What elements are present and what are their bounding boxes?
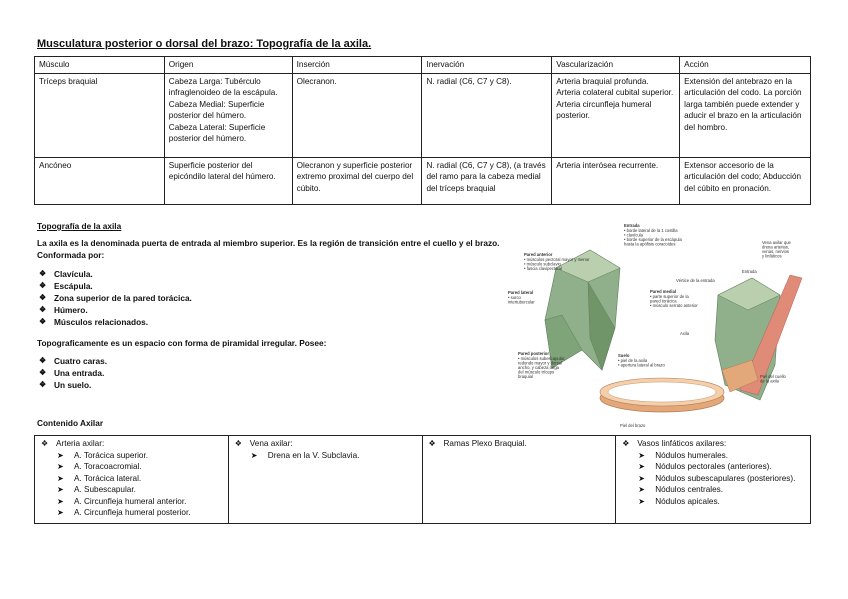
figure-label: braquial	[518, 374, 533, 379]
column-header: Vascularización	[552, 57, 680, 74]
list-item: ➤ Nódulos pectorales (anteriores).	[638, 461, 806, 473]
figure-label: • apertura lateral al brazo	[618, 362, 665, 368]
vasos-list	[620, 450, 806, 508]
list-item: ➤ Nódulos subescapulares (posteriores).	[638, 473, 806, 485]
list-item: ❖ Un suelo.	[37, 379, 502, 391]
figure-label: drena arterias,	[762, 244, 789, 250]
figure-label: hasta la apófisis coracoides	[624, 241, 676, 247]
table-cell: N. radial (C6, C7 y C8).	[422, 73, 552, 157]
list-item: ➤ A. Torácica superior.	[57, 450, 224, 462]
table-cell: Olecranon.	[292, 73, 422, 157]
table-cell: Arteria interósea recurrente.	[552, 157, 680, 204]
figure-label: Pared medial	[650, 289, 677, 294]
ramas-title: ❖ Ramas Plexo Braquial.	[427, 438, 612, 450]
figure-label: Pared posterior	[518, 351, 549, 356]
section-heading: Topografía de la axila	[37, 221, 122, 231]
figure-label: Axila	[680, 331, 690, 336]
table-cell: Arteria braquial profunda. Arteria colateral cubital superior. Arteria circunfleja humeral posterior.	[552, 73, 680, 157]
figure-label: • clavícula	[624, 232, 643, 238]
list-item: ➤ Nódulos apicales.	[638, 496, 806, 508]
figure-label: • músculo serrato anterior	[650, 303, 698, 308]
table-cell: Ancóneo	[35, 157, 165, 204]
page-title: Musculatura posterior o dorsal del brazo: Topografía de la axila.	[37, 38, 372, 50]
figure-label: • borde superior de la escápula	[624, 237, 682, 242]
vasos-title: ❖ Vasos linfáticos axilares:	[620, 438, 806, 450]
table-cell: Tríceps braquial	[35, 73, 165, 157]
figure-label: Entrada	[742, 269, 757, 274]
table-cell: N. radial (C6, C7 y C8), (a través del ramo para la cabeza medial del tríceps braquial	[422, 157, 552, 204]
list-item: ➤ Nódulos humerales.	[638, 450, 806, 462]
arteria-title: ❖ Arteria axilar:	[39, 438, 224, 450]
figure-label: Entrada	[624, 223, 640, 228]
contenido-heading: Contenido Axilar	[37, 418, 104, 428]
list-item: ➤ A. Toracoacromial.	[57, 461, 224, 473]
list-item: ❖ Húmero.	[37, 304, 502, 316]
ramas-cell	[422, 436, 616, 524]
table-row	[35, 157, 811, 204]
list-item: ➤ A. Subescapular.	[57, 484, 224, 496]
table-cell: Olecranon y superficie posterior extremo proximal del cuerpo del cúbito.	[292, 157, 422, 204]
figure-label: • músculo subclavio	[524, 261, 561, 267]
figure-label: • fascia clavipectoral	[524, 266, 563, 271]
figure-label: • músculos pectoral mayor y menor	[524, 257, 590, 262]
column-header: Origen	[164, 57, 292, 74]
table-cell: Extensor accesorio de la articulación del codo; Abducción del cúbito en pronación.	[680, 157, 811, 204]
list-item: ❖ Zona superior de la pared torácica.	[37, 292, 502, 304]
column-header: Inserción	[292, 57, 422, 74]
figure-label: y linfáticos	[762, 253, 782, 259]
vena-list	[233, 450, 418, 462]
shape-paragraph: Topograficamente es un espacio con forma de piramidal irregular. Posee:	[37, 338, 327, 348]
figure-label: intertubercular	[508, 299, 535, 305]
list-item: ❖ Una entrada.	[37, 367, 502, 379]
arteria-cell	[35, 436, 229, 524]
table-header-row	[35, 57, 811, 74]
figure-label: pared torácica	[650, 298, 677, 304]
figure-label: Suelo	[618, 353, 630, 358]
list-item: ❖ Clavícula.	[37, 268, 502, 280]
axilla-illustration	[490, 220, 820, 435]
vasos-cell	[616, 436, 811, 524]
figure-label: • surco	[508, 295, 521, 300]
table-row	[35, 73, 811, 157]
intro-paragraph: La axila es la denominada puerta de entrada al miembro superior. Es la región de transición entre el cuello y el brazo. Conformada por:	[37, 238, 500, 260]
column-header: Músculo	[35, 57, 165, 74]
list-item: ➤ A. Circunfleja humeral posterior.	[57, 507, 224, 519]
components-list	[37, 268, 502, 328]
figure-label: Vena axilar que	[762, 240, 791, 245]
parts-list	[37, 355, 502, 391]
figure-label: • parte superior de la	[650, 294, 689, 299]
table-row	[35, 436, 811, 524]
figure-label: Pared anterior	[524, 252, 553, 257]
list-item: ❖ Músculos relacionados.	[37, 316, 502, 328]
list-item: ❖ Escápula.	[37, 280, 502, 292]
figure-label: • músculos subescapular,	[518, 356, 566, 361]
figure-label: Piel del cuello	[760, 374, 786, 379]
table-cell: Cabeza Larga: Tubérculo infraglenoideo de la escápula. Cabeza Medial: Superficie posterior del húmero. Cabeza Lateral: Superficie posterior del húmero.	[164, 73, 292, 157]
figure-label: de la axila	[760, 378, 779, 384]
figure-label: venas, nervios	[762, 249, 789, 254]
list-item: ➤ A. Torácica lateral.	[57, 473, 224, 485]
muscle-table	[34, 56, 811, 205]
figure-label: Piel del brazo	[620, 423, 646, 428]
figure-label: • piel de la axila	[618, 358, 648, 363]
column-header: Acción	[680, 57, 811, 74]
list-item: ➤ Drena en la V. Subclavia.	[251, 450, 418, 462]
arteria-list	[39, 450, 224, 519]
table-cell: Extensión del antebrazo en la articulación del codo. La porción larga también puede extender y aducir el brazo en la articulación del hombro.	[680, 73, 811, 157]
figure-label: • borde lateral de la 1 costilla	[624, 228, 678, 233]
vena-title: ❖ Vena axilar:	[233, 438, 418, 450]
list-item: ❖ Cuatro caras.	[37, 355, 502, 367]
list-item: ➤ A. Circunfleja humeral anterior.	[57, 496, 224, 508]
contenido-table	[34, 435, 811, 524]
figure-label: del músculo tríceps	[518, 369, 555, 375]
figure-label: redondo mayor y dorsal	[518, 360, 562, 366]
vena-cell	[228, 436, 422, 524]
table-cell: Superficie posterior del epicóndilo lateral del húmero.	[164, 157, 292, 204]
figure-label: ancho, y cabeza larga	[518, 365, 559, 370]
figure-label: Pared lateral	[508, 290, 534, 295]
figure-label: Vértice de la entrada	[676, 278, 715, 283]
column-header: Inervación	[422, 57, 552, 74]
list-item: ➤ Nódulos centrales.	[638, 484, 806, 496]
